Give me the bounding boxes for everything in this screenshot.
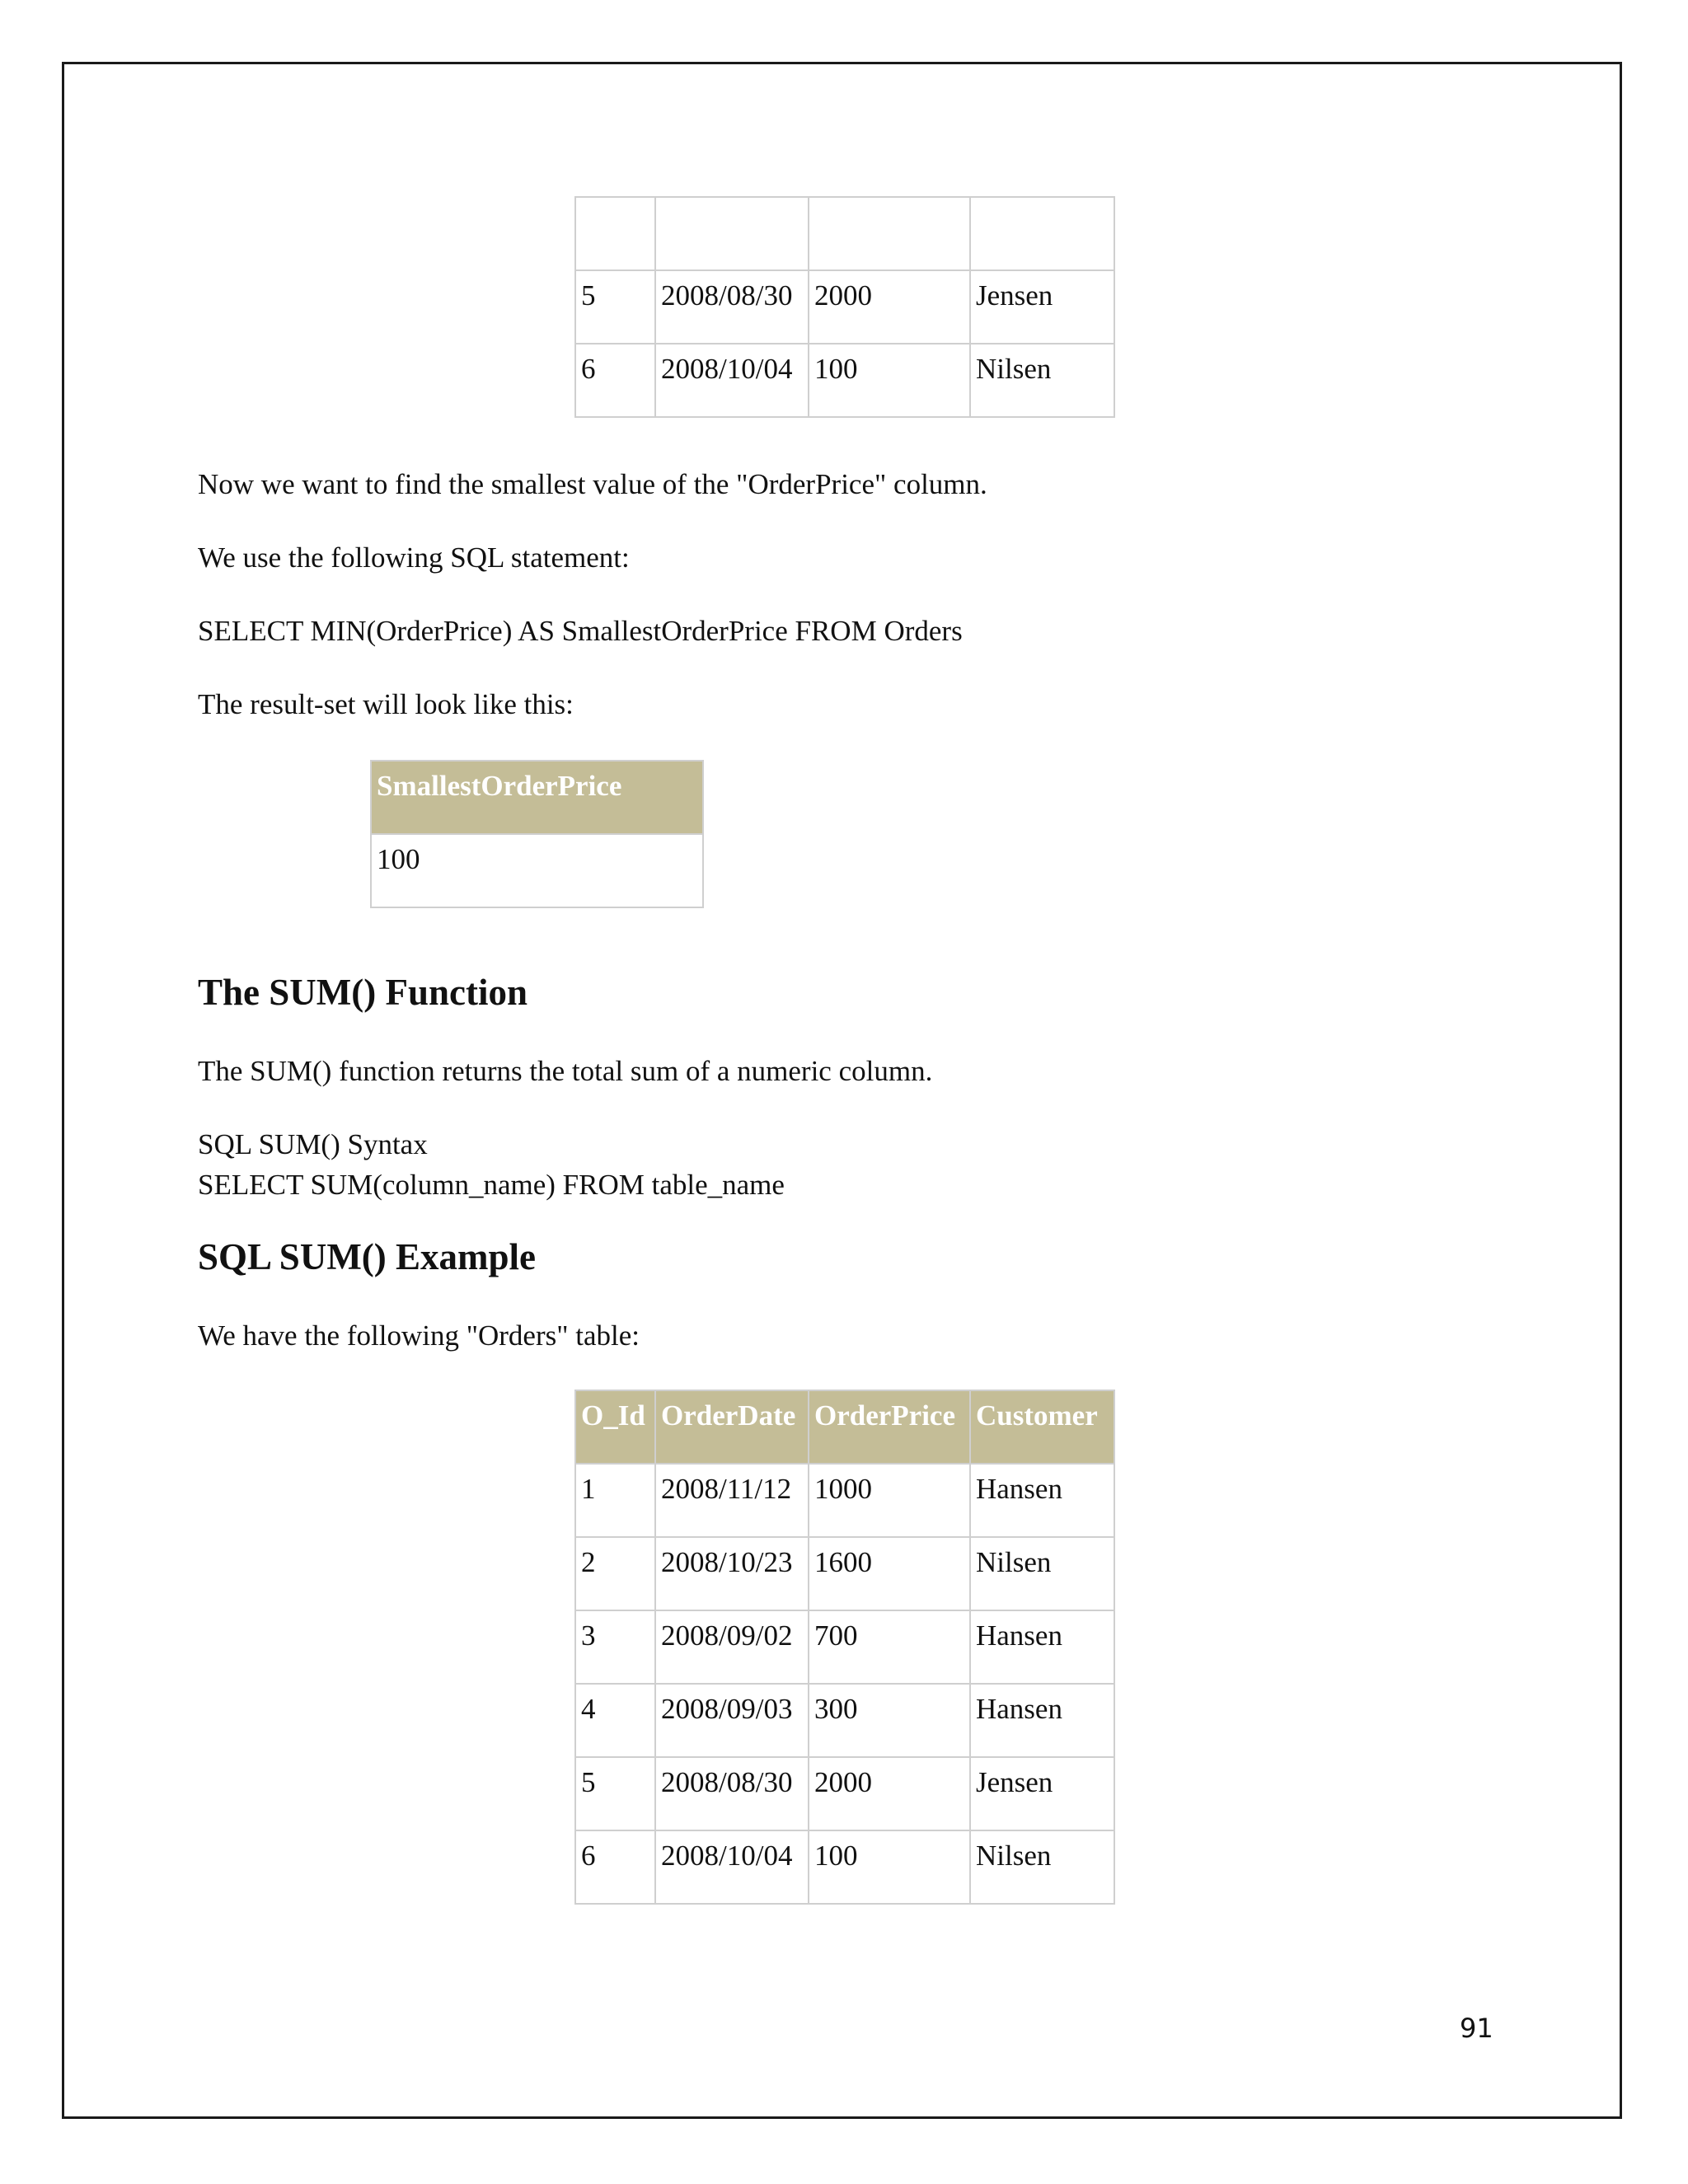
paragraph-sql-statement-intro: We use the following SQL statement:: [198, 541, 630, 574]
table-header-row: [371, 761, 703, 834]
table-cell: [970, 197, 1114, 270]
table-cell: Nilsen: [970, 1537, 1114, 1610]
result-table: [370, 760, 704, 908]
table-cell: 1: [575, 1464, 655, 1537]
syntax-code: SELECT SUM(column_name) FROM table_name: [198, 1169, 785, 1201]
table-header-row: [575, 1390, 1114, 1464]
table-cell: [655, 197, 809, 270]
table-cell: Nilsen: [970, 344, 1114, 417]
table-row: [575, 270, 1114, 344]
table-cell: Nilsen: [970, 1830, 1114, 1904]
table-cell: 1600: [809, 1537, 970, 1610]
table-row: [575, 1464, 1114, 1537]
orders-table-continued: [574, 196, 1115, 418]
table-cell: 5: [575, 1757, 655, 1830]
table-cell: 5: [575, 270, 655, 344]
paragraph-orders-intro: We have the following "Orders" table:: [198, 1319, 640, 1352]
table-cell: Hansen: [970, 1684, 1114, 1757]
table-row: [575, 344, 1114, 417]
column-header: OrderPrice: [809, 1390, 970, 1464]
table-cell: 2008/10/23: [655, 1537, 809, 1610]
table-cell: [575, 197, 655, 270]
sql-min-statement: SELECT MIN(OrderPrice) AS SmallestOrderPrice FROM Orders: [198, 615, 963, 647]
orders-table: [574, 1390, 1115, 1905]
table-cell: 6: [575, 344, 655, 417]
table-cell: 700: [809, 1610, 970, 1684]
paragraph-sum-description: The SUM() function returns the total sum of a numeric column.: [198, 1055, 933, 1087]
table-cell: 100: [809, 1830, 970, 1904]
column-header: SmallestOrderPrice: [371, 761, 703, 834]
table-cell: 300: [809, 1684, 970, 1757]
table-cell: Jensen: [970, 1757, 1114, 1830]
paragraph-smallest-value: Now we want to find the smallest value of the "OrderPrice" column.: [198, 468, 987, 500]
table-cell: [809, 197, 970, 270]
table-cell: 2008/08/30: [655, 270, 809, 344]
page-number: 91: [1460, 2013, 1493, 2044]
table-cell: 2000: [809, 1757, 970, 1830]
table-cell: 2008/10/04: [655, 344, 809, 417]
heading-sum-example: SQL SUM() Example: [198, 1236, 537, 1277]
table-row: [575, 197, 1114, 270]
syntax-label: SQL SUM() Syntax: [198, 1128, 428, 1160]
table-cell: 100: [809, 344, 970, 417]
table-cell: 6: [575, 1830, 655, 1904]
column-header: OrderDate: [655, 1390, 809, 1464]
table-cell: Hansen: [970, 1610, 1114, 1684]
table-cell: 2008/09/02: [655, 1610, 809, 1684]
table-cell: 100: [371, 834, 703, 907]
table-cell: 2008/10/04: [655, 1830, 809, 1904]
table-cell: Hansen: [970, 1464, 1114, 1537]
column-header: O_Id: [575, 1390, 655, 1464]
paragraph-result-set-intro: The result-set will look like this:: [198, 688, 574, 720]
table-row: [371, 834, 703, 907]
table-cell: 2008/08/30: [655, 1757, 809, 1830]
table-cell: Jensen: [970, 270, 1114, 344]
table-row: [575, 1830, 1114, 1904]
column-header: Customer: [970, 1390, 1114, 1464]
table-cell: 2008/11/12: [655, 1464, 809, 1537]
table-row: [575, 1537, 1114, 1610]
table-row: [575, 1684, 1114, 1757]
table-cell: 1000: [809, 1464, 970, 1537]
table-cell: 3: [575, 1610, 655, 1684]
heading-sum-function: The SUM() Function: [198, 972, 528, 1013]
table-cell: 2: [575, 1537, 655, 1610]
table-row: [575, 1757, 1114, 1830]
table-row: [575, 1610, 1114, 1684]
table-cell: 2008/09/03: [655, 1684, 809, 1757]
table-cell: 2000: [809, 270, 970, 344]
table-cell: 4: [575, 1684, 655, 1757]
